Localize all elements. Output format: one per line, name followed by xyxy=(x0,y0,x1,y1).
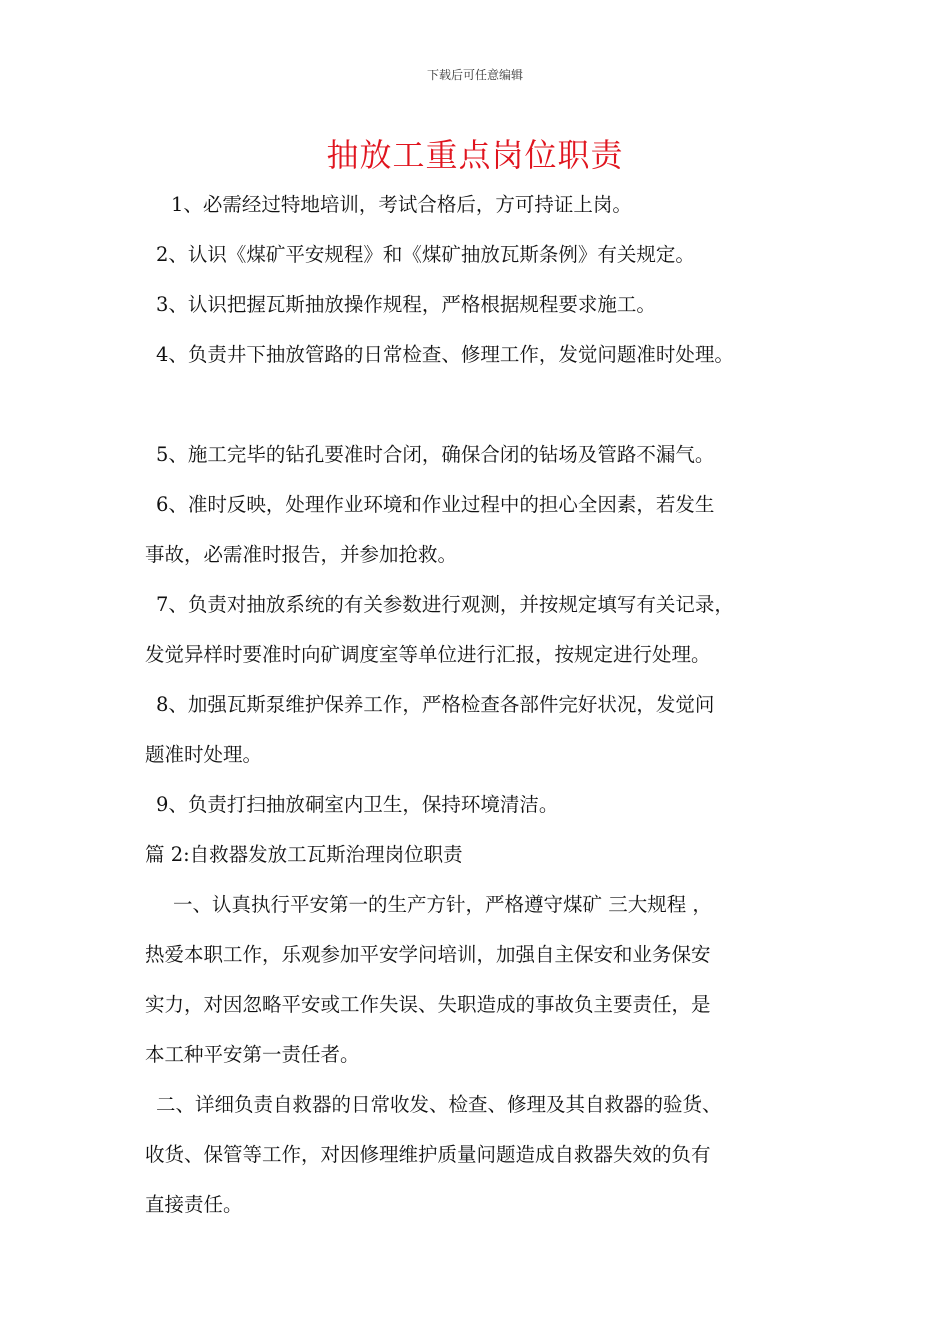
paragraph-line: 事故，必需准时报告，并参加抢救。 xyxy=(145,543,458,566)
header-note: 下载后可任意编辑 xyxy=(426,68,523,82)
paragraph-line: 3、认识把握瓦斯抽放操作规程，严格根据规程要求施工。 xyxy=(156,293,656,316)
paragraph-line: 6、准时反映，处理作业环境和作业过程中的担心全因素，若发生 xyxy=(156,493,715,516)
paragraph-line: 二、详细负责自救器的日常收发、检查、修理及其自救器的验货、 xyxy=(156,1093,722,1116)
section-heading: 篇 2:自救器发放工瓦斯治理岗位职责 xyxy=(145,843,463,866)
paragraph-line: 直接责任。 xyxy=(145,1193,243,1216)
paragraph-line: 9、负责打扫抽放硐室内卫生，保持环境清洁。 xyxy=(156,793,559,816)
paragraph-line: 发觉异样时要准时向矿调度室等单位进行汇报，按规定进行处理。 xyxy=(145,643,711,666)
paragraph-line: 5、施工完毕的钻孔要准时合闭，确保合闭的钻场及管路不漏气。 xyxy=(156,443,715,466)
paragraph-line: 收货、保管等工作，对因修理维护质量问题造成自救器失效的负有 xyxy=(145,1143,711,1166)
document-title: 抽放工重点岗位职责 xyxy=(326,136,624,174)
paragraph-line: 7、负责对抽放系统的有关参数进行观测，并按规定填写有关记录， xyxy=(156,593,734,616)
paragraph-line: 4、负责井下抽放管路的日常检查、修理工作，发觉问题准时处理。 xyxy=(156,343,734,366)
document-body xyxy=(145,180,835,1230)
paragraph-line: 热爱本职工作，乐观参加平安学问培训，加强自主保安和业务保安 xyxy=(145,943,711,966)
paragraph-line: 2、认识《煤矿平安规程》和《煤矿抽放瓦斯条例》有关规定。 xyxy=(156,243,695,266)
paragraph-line: 一、认真执行平安第一的生产方针，严格遵守煤矿 三大规程 ， xyxy=(173,893,712,916)
paragraph-line: 实力，对因忽略平安或工作失误、失职造成的事故负主要责任，是 xyxy=(145,993,711,1016)
paragraph-gap xyxy=(145,380,835,430)
paragraph-line: 1、必需经过特地培训，考试合格后，方可持证上岗。 xyxy=(171,193,632,216)
paragraph-line: 8、加强瓦斯泵维护保养工作，严格检查各部件完好状况，发觉问 xyxy=(156,693,715,716)
paragraph-line: 题准时处理。 xyxy=(145,743,263,766)
paragraph-line: 本工种平安第一责任者。 xyxy=(145,1043,360,1066)
